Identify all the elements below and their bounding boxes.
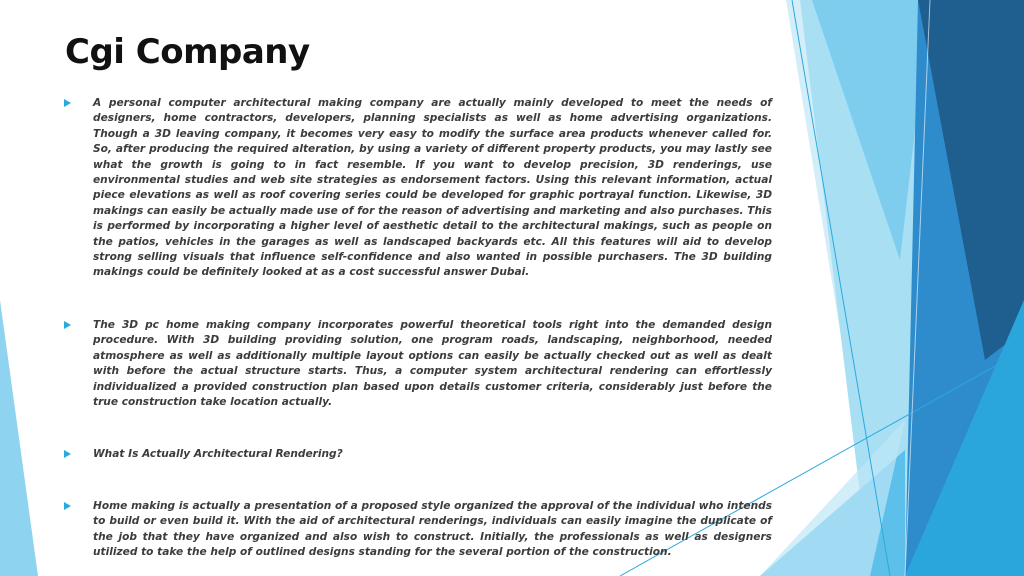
bullet-item	[64, 447, 772, 462]
bullet-text: The 3D pc home making company incorporates powerful theoretical tools right into the demanded design procedure. With 3D building providing solution, one program roads, landscaping, neighborhood, needed atmosphere as well as additionally multiple layout options can easily be actually checked out as well as dealt with before the actual structure starts. Thus, a computer system architectural rendering can effortlessly individualized a provided construction plan based upon details customer criteria, considerably just before the true construction take location actually.	[93, 319, 772, 409]
left-edge-shape	[0, 300, 38, 576]
bullet-item	[64, 96, 772, 281]
bullet-text: Home making is actually a presentation of a proposed style organized the approval of the individual who intends to build or even build it. With the aid of architectural renderings, individuals can easily imagine the duplicate of the job that they have organized and also wish to construct. Initially, the professionals as well as designers utilized to take the help of outlined designs standing for the several portion of the construction.	[93, 500, 772, 559]
bullet-text: What Is Actually Architectural Rendering?	[93, 448, 343, 460]
bullet-item	[64, 318, 772, 410]
bullet-arrow-icon	[64, 450, 71, 458]
bullet-arrow-icon	[64, 502, 71, 510]
bullet-arrow-icon	[64, 99, 71, 107]
bullet-item	[64, 499, 772, 561]
bullet-arrow-icon	[64, 321, 71, 329]
slide-title: Cgi Company	[65, 32, 310, 72]
bullet-text: A personal computer architectural making company are actually mainly developed to meet the needs of designers, home contractors, developers, planning specialists as well as home advertising organizations. Though a 3D leaving company, it becomes very easy to modify the surface area products whenever called for. So, after producing the required alteration, by using a variety of different property products, you may lastly see what the growth is going to in fact resemble. If you want to develop precision, 3D renderings, use environmental studies and web site strategies as endorsement factors. Using this relevant information, actual piece elevations as well as roof covering series could be developed for graphic portrayal function. Likewise, 3D makings can easily be actually made use of for the reason of advertising and marketing and also purchases. This is performed by incorporating a higher level of aesthetic detail to the architectural makings, such as people on the patios, vehicles in the garages as well as landscaped backyards etc. All this features will aid to develop strong selling visuals that influence self-confidence and also wanted in possible purchasers. The 3D building makings could be definitely looked at as a cost successful answer Dubai.	[93, 97, 772, 279]
